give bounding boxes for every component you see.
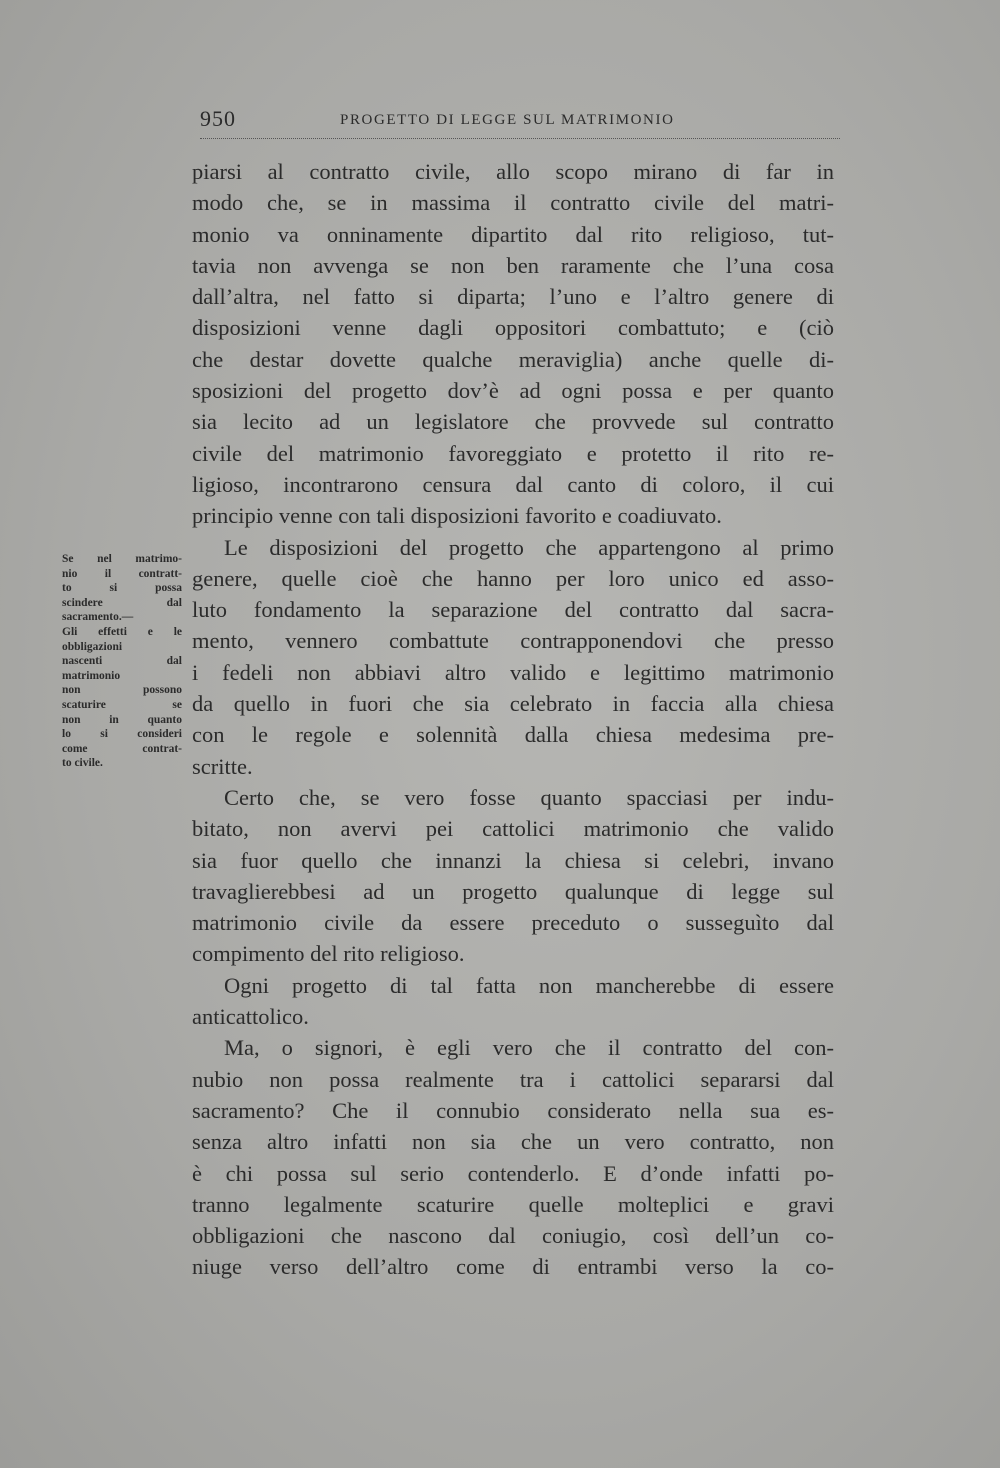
body-text — [192, 156, 834, 1283]
text-line: da quello in fuori che sia celebrato in faccia alla chiesa — [192, 691, 834, 717]
text-line: sia fuor quello che innanzi la chiesa si celebri, invano — [192, 847, 834, 873]
text-line: compimento del rito religioso. — [192, 941, 465, 967]
text-line: bitato, non avervi pei cattolici matrimonio che valido — [192, 816, 834, 842]
text-line: civile del matrimonio favoreggiato e protetto il rito re- — [192, 440, 834, 466]
sidenote-line: scaturire se — [62, 698, 182, 711]
text-line: travaglierebbesi ad un progetto qualunque di legge sul — [192, 878, 834, 904]
page-number: 950 — [200, 106, 236, 131]
text-line: nubio non possa realmente tra i cattolici separarsi dal — [192, 1066, 834, 1092]
text-line: monio va onninamente dipartito dal rito religioso, tut- — [192, 221, 834, 247]
sidenote-line: scindere dal — [62, 596, 182, 609]
text-line: niuge verso dell’altro come di entrambi verso la co- — [192, 1254, 834, 1280]
text-line: Le disposizioni del progetto che appartengono al primo — [224, 534, 834, 560]
sidenote-line: nascenti dal — [62, 655, 182, 668]
text-line: che destar dovette qualche meraviglia) anche quelle di- — [192, 346, 834, 372]
sidenote-line: lo si consideri — [62, 728, 182, 741]
text-line: tranno legalmente scaturire quelle molteplici e gravi — [192, 1191, 834, 1217]
running-title: PROGETTO DI LEGGE SUL MATRIMONIO — [340, 112, 675, 128]
sidenote-line: nio il contratt- — [62, 567, 182, 580]
text-line: Ma, o signori, è egli vero che il contratto del con- — [224, 1035, 834, 1061]
text-line: sposizioni del progetto dov’è ad ogni possa e per quanto — [192, 378, 834, 404]
text-line: ligioso, incontrarono censura dal canto di coloro, il cui — [192, 471, 834, 497]
text-line: luto fondamento la separazione del contratto dal sacra- — [192, 597, 834, 623]
text-line: piarsi al contratto civile, allo scopo mirano di far in — [192, 159, 834, 184]
sidenote-line: come contrat- — [62, 742, 182, 755]
text-line: i fedeli non abbiavi altro valido e legittimo matrimonio — [192, 659, 834, 685]
text-line: disposizioni venne dagli oppositori combattuto; e (ciò — [192, 315, 834, 341]
running-head — [200, 106, 840, 142]
text-line: Ogni progetto di tal fatta non mancherebbe di essere — [224, 972, 834, 998]
text-line: mento, vennero combattute contrapponendovi che presso — [192, 628, 834, 654]
text-line: dall’altra, nel fatto si diparta; l’uno e l’altro genere di — [192, 284, 834, 310]
text-line: anticattolico. — [192, 1004, 309, 1030]
sidenote-line: obbligazioni — [62, 640, 123, 653]
sidenote-line: to civile. — [62, 757, 103, 770]
text-line: sia lecito ad un legislatore che provvede sul contratto — [192, 409, 834, 435]
text-line: Certo che, se vero fosse quanto spacciasi per indu- — [224, 784, 834, 810]
sidenote-line: matrimonio — [62, 669, 121, 682]
text-line: modo che, se in massima il contratto civile del matri- — [192, 190, 834, 216]
text-line: obbligazioni che nascono dal coniugio, così dell’un co- — [192, 1223, 834, 1249]
sidenote-line: Se nel matrimo- — [62, 553, 182, 565]
text-line: matrimonio civile da essere preceduto o susseguìto dal — [192, 910, 834, 936]
text-line: genere, quelle cioè che hanno per loro unico ed asso- — [192, 565, 834, 591]
sidenote-line: Gli effetti e le — [62, 625, 182, 638]
sidenote-line: non in quanto — [62, 713, 182, 726]
text-line: sacramento? Che il connubio considerato nella sua es- — [192, 1097, 834, 1123]
text-line: è chi possa sul serio contenderlo. E d’onde infatti po- — [192, 1160, 834, 1186]
sidenote-line: to si possa — [62, 582, 182, 595]
text-line: senza altro infatti non sia che un vero contratto, non — [192, 1129, 834, 1155]
text-line: scritte. — [192, 753, 253, 779]
header-rule — [200, 138, 840, 139]
text-line: con le regole e solennità dalla chiesa medesima pre- — [192, 722, 834, 748]
sidenote-line: sacramento.— — [62, 611, 134, 624]
text-line: tavia non avvenga se non ben raramente che l’una cosa — [192, 252, 834, 278]
text-line: principio venne con tali disposizioni favorito e coadiuvato. — [192, 503, 722, 529]
sidenote-line: non possono — [62, 684, 182, 697]
marginal-note — [62, 552, 182, 771]
